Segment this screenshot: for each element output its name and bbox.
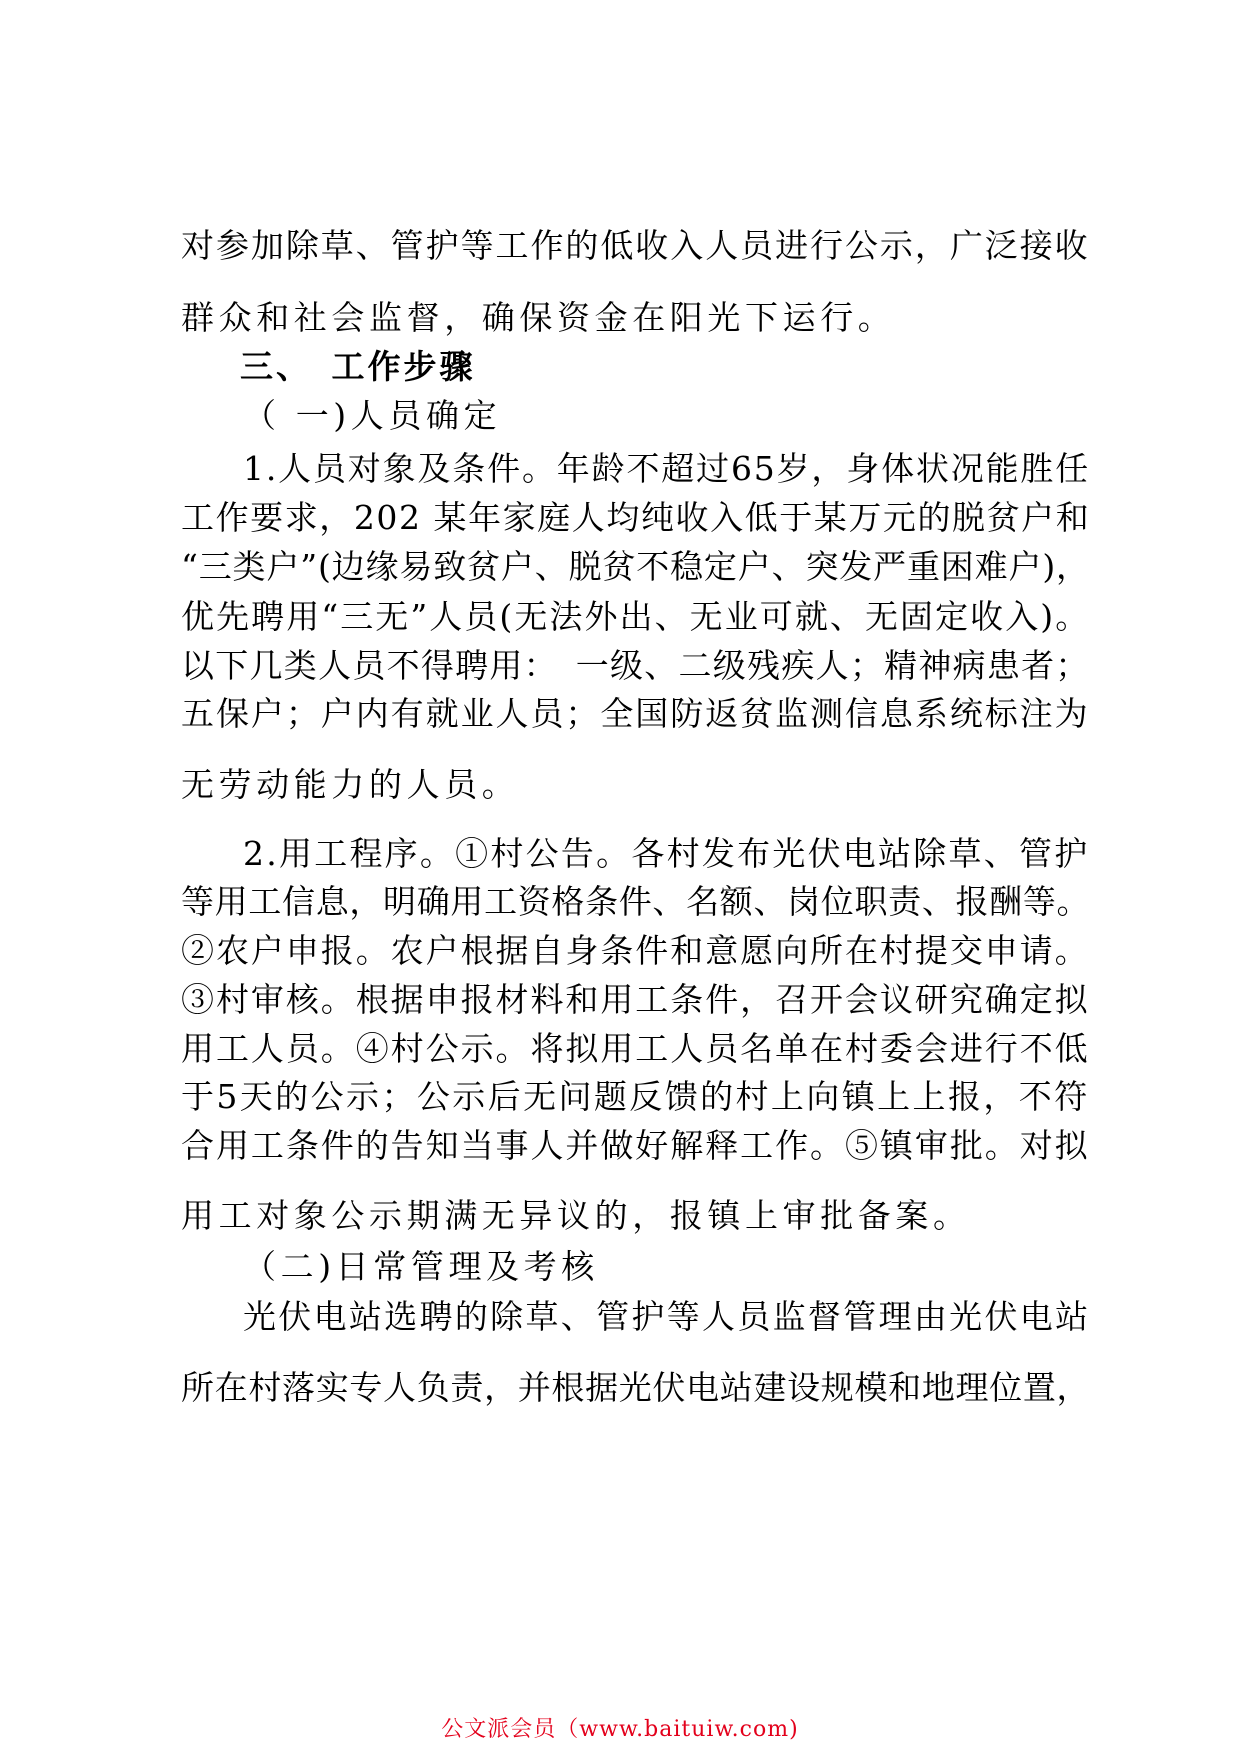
paragraph-line: 用工人员。④村公示。将拟用工人员名单在村委会进行不低 — [181, 1029, 1090, 1068]
paragraph-line: “三类户”(边缘易致贫户、脱贫不稳定户、突发严重困难户)， — [181, 547, 1090, 586]
paragraph-line: 无劳动能力的人员。 — [181, 765, 520, 804]
paragraph-line: 优先聘用“三无”人员(无法外出、无业可就、无固定收入)。 — [181, 597, 1091, 636]
paragraph-line: 1.人员对象及条件。年龄不超过65岁，身体状况能胜任 — [243, 449, 1091, 488]
footer-watermark: 公文派会员（www.baituiw.com) — [441, 1717, 799, 1742]
paragraph-line: 合用工条件的告知当事人并做好解释工作。⑤镇审批。对拟 — [181, 1126, 1090, 1165]
paragraph-line: 所在村落实专人负责，并根据光伏电站建设规模和地理位置， — [181, 1368, 1091, 1407]
paragraph-line: 工作要求，202 某年家庭人均纯收入低于某万元的脱贫户和 — [181, 498, 1091, 537]
paragraph-line: 光伏电站选聘的除草、管护等人员监督管理由光伏电站 — [243, 1297, 1091, 1336]
subsection-heading: （二)日常管理及考核 — [243, 1247, 599, 1286]
paragraph-line: 五保户；户内有就业人员；全国防返贫监测信息系统标注为 — [181, 694, 1090, 733]
paragraph-line: ③村审核。根据申报材料和用工条件，召开会议研究确定拟 — [181, 980, 1090, 1019]
paragraph-line: 用工对象公示期满无异议的，报镇上审批备案。 — [181, 1196, 971, 1235]
paragraph-line: 对参加除草、管护等工作的低收入人员进行公示，广泛接收 — [181, 226, 1090, 265]
section-heading: 三、 工作步骤 — [240, 347, 476, 386]
subsection-heading: （ 一)人员确定 — [243, 396, 502, 435]
paragraph-line: 于5天的公示；公示后无问题反馈的村上向镇上上报，不符 — [181, 1077, 1090, 1116]
paragraph-line: 等用工信息，明确用工资格条件、名额、岗位职责、报酬等。 — [181, 882, 1091, 921]
paragraph-line: 群众和社会监督，确保资金在阳光下运行。 — [181, 298, 896, 337]
paragraph-line: 以下几类人员不得聘用： 一级、二级残疾人；精神病患者； — [181, 646, 1090, 685]
paragraph-line: 2.用工程序。①村公告。各村发布光伏电站除草、管护 — [243, 834, 1090, 873]
paragraph-line: ②农户申报。农户根据自身条件和意愿向所在村提交申请。 — [181, 931, 1090, 970]
